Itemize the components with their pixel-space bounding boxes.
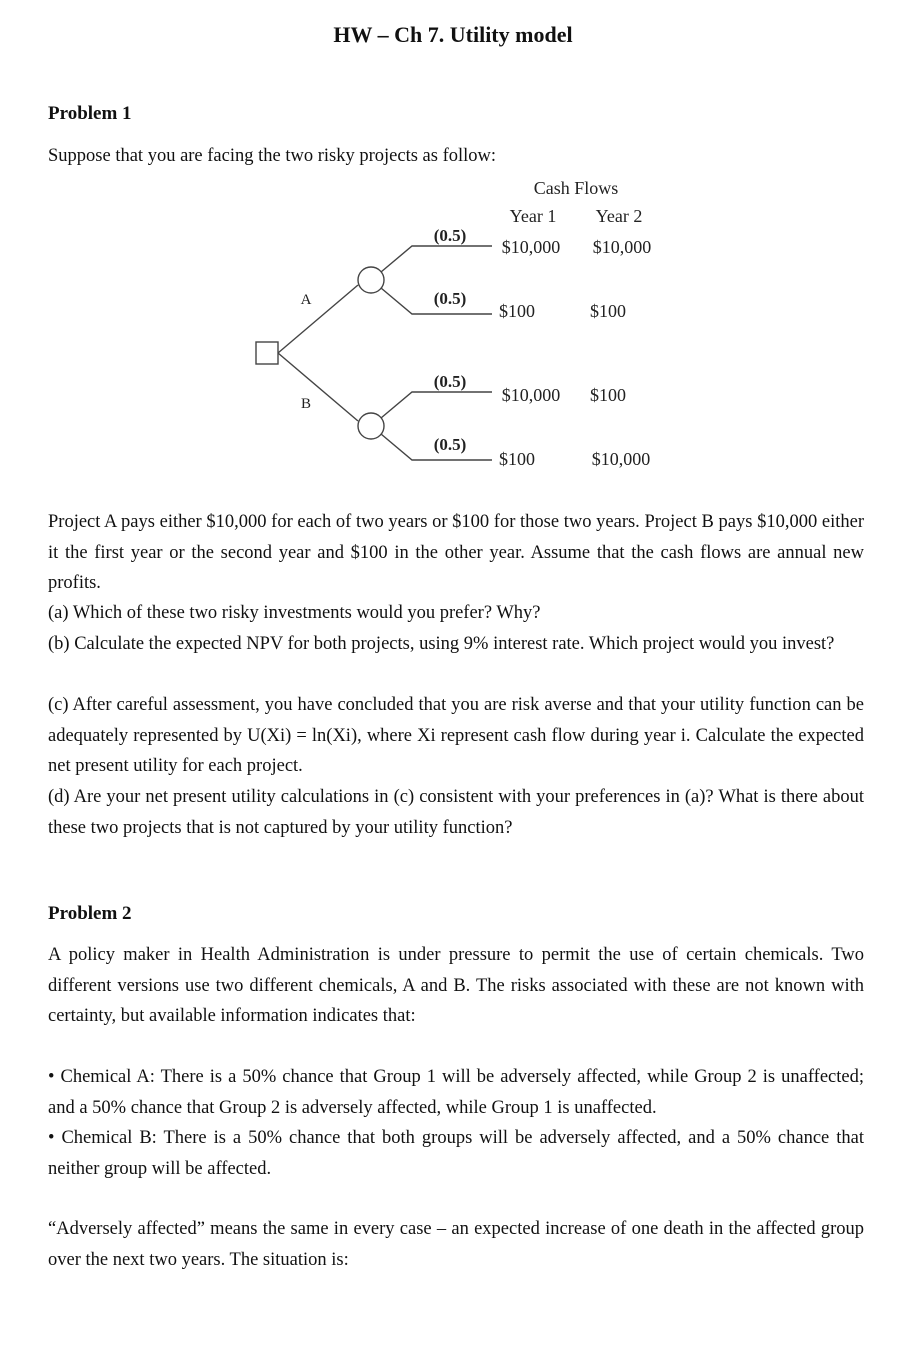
- problem-1-intro: Suppose that you are facing the two risky projects as follow:: [48, 146, 497, 166]
- outcome-year1-value: $100: [499, 301, 535, 321]
- chemical-b-bullet: • Chemical B: There is a 50% chance that both groups will be adversely affected, and a 50% chance that neither group will be affected.: [48, 1128, 864, 1179]
- chemical-a-bullet: • Chemical A: There is a 50% chance that Group 1 will be adversely affected, while Group 2 is unaffected; and a 50% chance that Group 2 is adversely affected, while Group 1 is unaffected.: [48, 1067, 864, 1118]
- problem-2-heading: Problem 2: [48, 903, 132, 924]
- decision-tree: [0, 0, 906, 490]
- branch-b-line: [278, 353, 358, 421]
- year-1-header: Year 1: [509, 206, 557, 226]
- page-title: HW – Ch 7. Utility model: [333, 22, 573, 47]
- question-a: (a) Which of these two risky investments would you prefer? Why?: [48, 603, 541, 623]
- outcome-year1-value: $10,000: [501, 385, 561, 405]
- year-2-header: Year 2: [595, 206, 643, 226]
- outcome-line-a1: [381, 246, 492, 272]
- question-b: (b) Calculate the expected NPV for both projects, using 9% interest rate. Which project would you invest?: [48, 634, 835, 654]
- branch-b-label: B: [300, 396, 312, 412]
- problem-1-description: Project A pays either $10,000 for each of two years or $100 for those two years. Project B pays $10,000 either it the first year or the second year and $100 in the other year. Assume that the cash flows are annual new profits.: [48, 512, 864, 593]
- decision-node: [256, 342, 278, 364]
- cash-flows-header: Cash Flows: [533, 178, 619, 198]
- chance-node-a: [358, 267, 384, 293]
- chance-node-b: [358, 413, 384, 439]
- outcome-prob: (0.5): [433, 372, 467, 391]
- outcome-line-b1: [381, 392, 492, 418]
- branch-a-label: A: [300, 292, 312, 308]
- outcome-year1-value: $10,000: [501, 237, 561, 257]
- outcome-prob: (0.5): [433, 226, 467, 245]
- question-d: (d) Are your net present utility calculations in (c) consistent with your preferences in (a)? What is there about these two projects that is not captured by your utility function?: [48, 787, 864, 838]
- question-c: (c) After careful assessment, you have concluded that you are risk averse and that your utility function can be adequately represented by U(Xi) = ln(Xi), where Xi represent cash flow during year i. Calculate the expected net present utility for each project.: [48, 695, 864, 776]
- outcome-year1-value: $100: [499, 449, 535, 469]
- outcome-prob: (0.5): [433, 289, 467, 308]
- outcome-year2-value: $10,000: [592, 237, 652, 257]
- outcome-year2-value: $100: [590, 301, 626, 321]
- adversely-affected-note: “Adversely affected” means the same in every case – an expected increase of one death in the affected group over the next two years. The situation is:: [48, 1219, 864, 1270]
- problem-2-intro: A policy maker in Health Administration is under pressure to permit the use of certain chemicals. Two different versions use two different chemicals, A and B. The risks associated with these are not known with certainty, but available information indicates that:: [48, 945, 864, 1026]
- outcome-year2-value: $10,000: [591, 449, 651, 469]
- branch-a-line: [278, 285, 358, 353]
- outcome-year2-value: $100: [590, 385, 626, 405]
- problem-1-heading: Problem 1: [48, 103, 132, 124]
- outcome-prob: (0.5): [433, 435, 467, 454]
